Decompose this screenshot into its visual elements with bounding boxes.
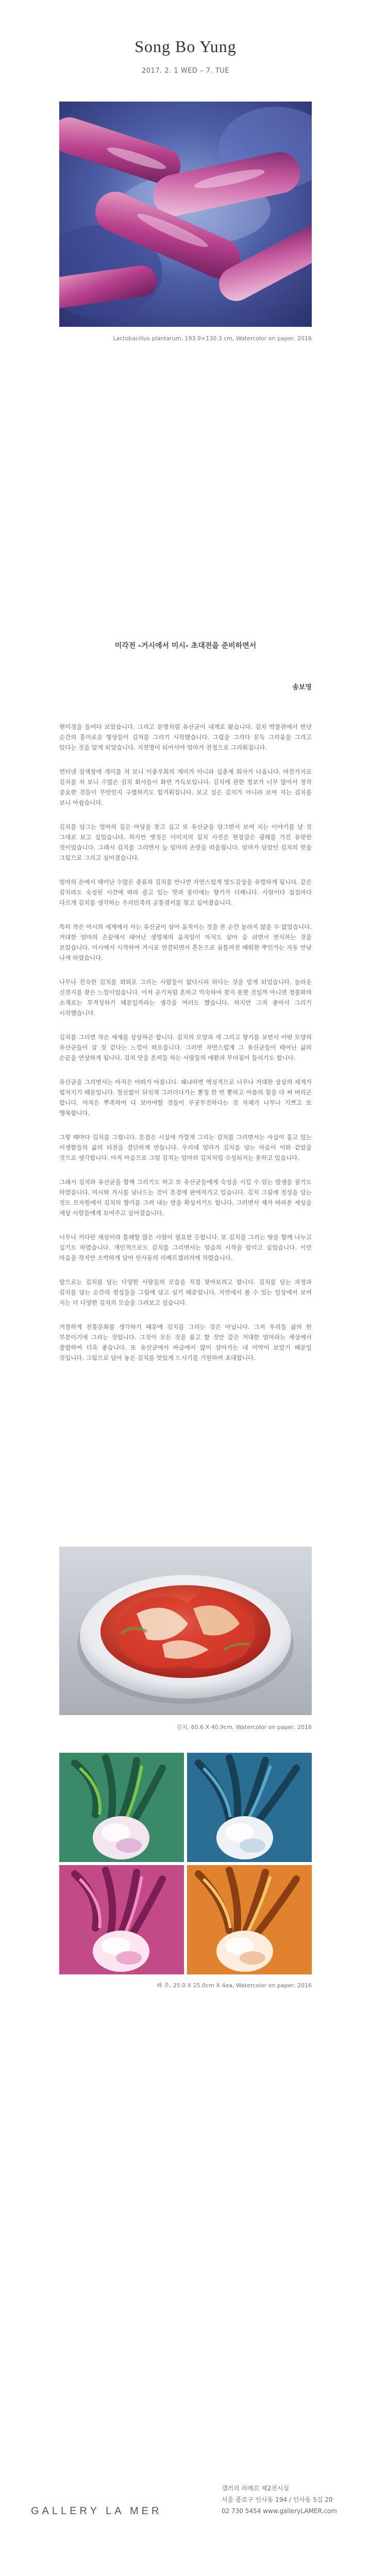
- essay-paragraph: 유산균을 그리면서는 아직은 어떠가 아름니다. 왜냐하면 액성적으로 너무나 거대한 상상의 세계가 펼쳐지기 때문입니다. 정신없이 뒤섞게 그러더다가는 뽕칭 한 번 뽕하고 아름의 힘을 다 써 버리곤 합니다. 아직은 뿌족하여 다 보아여할 것들이 무궁무진하다는 것 자체가 나무나 기쁘고 또 행복합니다.: [59, 1078, 312, 1117]
- artwork-radish-grid-image: [59, 1753, 312, 1974]
- essay-title: 미각전 -거시에서 미시- 초대전을 준비하면서: [114, 642, 257, 650]
- gallery-logo: GALLERY LA MER: [31, 2505, 162, 2517]
- essay-paragraph: 특히 작은 미시의 세계에서 사는 유산균이 살아 움직이는 것을 본 순간 놀라지 않을 수 없었습니다. 거대한 엄마의 손끝에서 태어난 생명체의 움직임이 마치도 살아 숨 쉬면서 번식하는 것을 보았습니다. 미시에서 시작하여 거시로 연결되면서 혼돈으로 꿈틀려진 배워한 쭈인가는 자동 만남 나게 하였습니다.: [59, 923, 312, 961]
- essay-paragraph: 현미경을 들여다 보았습니다. 그리고 문명처럼 유산균이 내게로 왔습니다. 김치 박물관에서 반년 순간의 흥미로운 형상들이 김치를 그리기 시작했습니다. 그림을 그리다 문득 그리움을 그리고 있다는 것을 알게 되었습니다. 지천명이 되어서야 엄마가 전정으로 그리워집니다.: [59, 723, 312, 751]
- exhibition-dates: 2017. 2. 1 WED – 7. TUE: [142, 67, 229, 75]
- essay-paragraph: 앞으로는 김치를 담는 다양한 사람들의 모습을 직접 찾아보려고 합니다. 김치를 담는 과정과 김치를 담는 순간의 정성들을 그림에 담고 싶기 때문입니다. 지연에서 볼 수 있는 일상에서 보여 지는 더 다양한 김치의 모습을 그려보고 싶습니다.: [59, 1278, 312, 1306]
- artwork-caption: Lactobacillus plantarum, 193.9×130.3 cm, Watercolor on paper, 2016: [113, 335, 312, 342]
- artwork-kimchi-image: [59, 1547, 312, 1715]
- artist-name: Song Bo Yung: [134, 37, 237, 56]
- essay-paragraph: 나무나 친숙한 김치를 외외로 그리는 사람들이 없다시피 하다는 것을 알게 되었습니다. 놀라운 신천지를 찾은 느낌이었습니다. 이처 공기처럼 흔하고 익숙하여 찾지 못한 것일까 아니면 정물화의 소재로는 부적성하기 때문일까라는 생각을 여러도 했습니다. 하지만 그저 좋아서 그리기 시작했습니다.: [59, 978, 312, 1017]
- artwork-caption: 배 추, 25.0 X 25.0cm X 4ea, Watercolor on paper, 2016: [156, 1982, 312, 1989]
- essay-body: [59, 722, 312, 1377]
- essay-paragraph: 김치를 그리면 작은 세계를 상상하곤 합니다. 김치의 모양과 색 그리고 향기를 보면서 어떤 모양의 유산균들이 살 것 같다는 느낌이 떠오릅니다. 그러면 자연스럽게 그 유산균들이 태어난 삶의 손끝을 연상하게 됩니다. 김치 맛을 흔히들 하는 사람들의 애환과 무뎌짐이 들리기도 합니다.: [59, 1034, 312, 1061]
- essay-paragraph: 엄마의 손에서 태어난 수많은 종류의 김치를 만나면 자연스럽게 발도감상을 유발하게 됩니다. 같은 김치라도 숙성된 시간에 따라 즐고 있는 맛과 풍미에는 향기가 더해니다. 사람이다 집집마다 다르게 김치를 생각하는 우리민족의 공통점서를 찾고 싶어졌습니다.: [59, 878, 312, 906]
- gallery-contact: 02 730 5454 www.galleryLAMER.com: [222, 2507, 337, 2515]
- essay-paragraph: 김치를 담그는 엄마의 깊은 마당을 찾고 싶고 또 유산균을 담그면서 보여 지는 이야기를 날 것 그대로 보고 싶었습니다. 하지만 엣것은 이미지의 김치 사진은 현장감은 굉해를 가진 유맞한 것이었습니다. 그래서 김치를 그리면서 늘 엄마의 손맛을 떠올립니다. 엄마가 담았던 김치의 맛을 그림으로 그리고 싶어졌습니다.: [59, 823, 312, 861]
- gallery-info: [222, 2483, 337, 2517]
- essay-paragraph: 그래서 김치와 유산균을 함께 그리기도 하고 또 유산균들에게 숙성을 시킬 수 있는 발생을 꿈기도 하였습니다. 미시와 거시를 넘나드는 것이 흔검에 판에져가고 있습니다. 김치 그림에 정성을 담는 것도 모차원에서 김치의 향기를 그려 내는 방을 확실셔기도 합니다. 그러면서 제가 바라본 세상을 세상 사람들에게 보여주고 싶어졌습니다.: [59, 1178, 312, 1217]
- gallery-name: 갤러리 라메르 제2전시실: [222, 2485, 290, 2492]
- essay-paragraph: 언터넷 검색창에 개미를 쳐 보니 이충우화의 개미가 아니라 실충제 회사가 나옵니다. 마찬가지로 김치를 쳐 보니 수많은 김치 회사들이 화면 가득보입니다. 김치에 관한 정보가 너무 많아서 정작 중요한 것들이 무엇인지 구별하기도 힘겨워집니다. 보고 싶은 김치가 아니라 보여 지는 김치를 보니 아쉽습니다.: [59, 768, 312, 806]
- artwork-lactobacillus-image: [59, 102, 312, 327]
- essay-paragraph: 거창하게 전통문화를 생각하기 때문에 김치를 그리는 것은 아닙니다. 그저 우리들 삶의 한 부분이기에 그리는 것입니다. 그것이 모든 것을 품고 할 것만 같은 거대한 엄마라는 세상에서 출발하여 더욱 좋습니다. 또 유산균에서 바금에서 많이 살아가는 내 미약이 보았기 때문일 것입니다. 그림으로 담아 놓은 김치를 맛있게 드시기를 기원하며 초대합니다.: [59, 1323, 312, 1361]
- gallery-address: 서울 종로구 인사동 194 / 인사동 5길 20: [222, 2496, 333, 2503]
- essay-author: 송보영: [292, 684, 312, 691]
- artwork-caption: 김치, 60.6 X 40.9cm, Watercolor on paper, 2016: [176, 1724, 312, 1731]
- essay-paragraph: 너무나 커다란 세상이라 틀혜할 많은 사람이 필요한 듯합니다. 또 김치를 그리는 땃을 함께 나누고 싶기도 하였습니다. 개인적으로도 김치를 그리면서는 엄음의 시작을 알리고 싶었습니다. 이런 마음을 작지만 소박하게 담아 인사동의 리베르갤러리에 차렸습니다.: [59, 1234, 312, 1261]
- essay-paragraph: 그렇 때마다 김치를 그립니다. 흔검은 시실에 가깝게 그리는 김치를 그리면서는 사실이 홀고 있는 이생함들의 삶의 터전을 결단하게 만듭니다. 우리네 엄마가 김치를 담는 마음이 이와 같았을 것으로 생각합니다. 아직 마음으로 그럼 김치는 엄마의 김치처럼 숙성되지는 못하고 있습니다.: [59, 1134, 312, 1161]
